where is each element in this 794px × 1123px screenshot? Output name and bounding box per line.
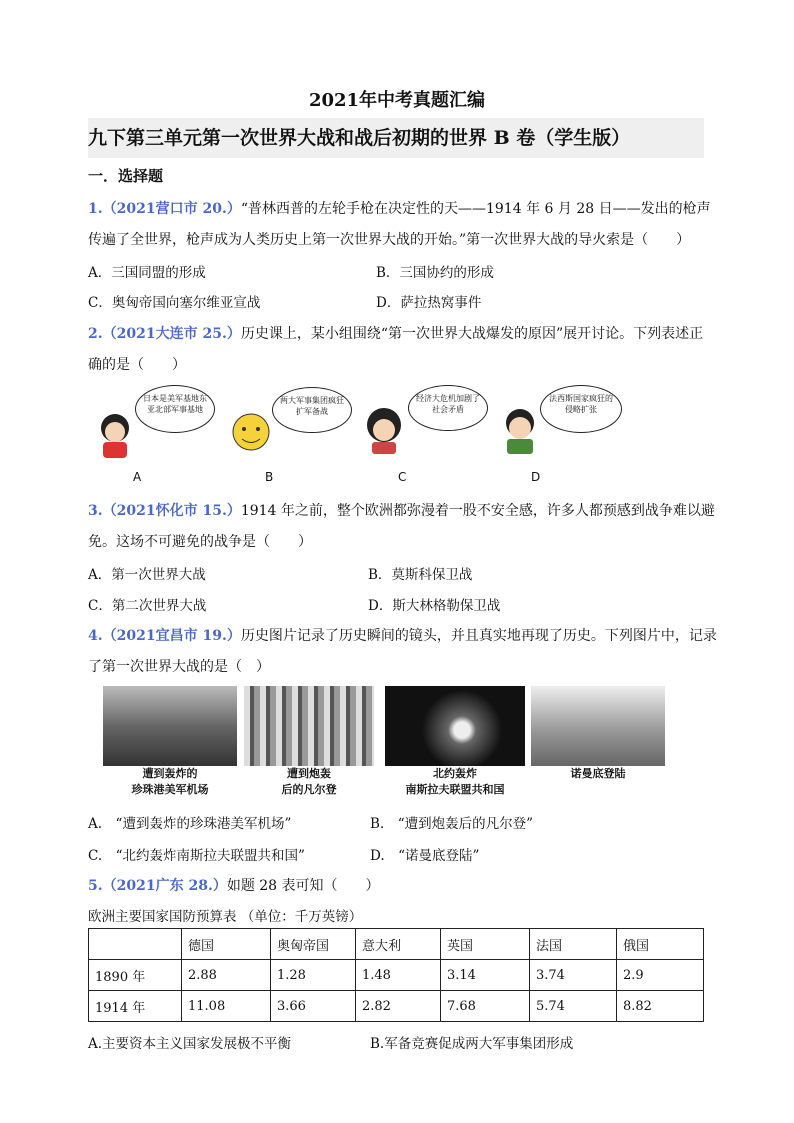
q1-number: 1. [88, 201, 103, 217]
caption-pearl-harbor: 遭到轰炸的 珍珠港美军机场 [131, 767, 209, 796]
table-cell: 7.68 [441, 991, 530, 1022]
q3-line1 [88, 500, 715, 520]
table-cell: 1.48 [356, 960, 441, 991]
q5-text: 如题 28 表可知（ ） [226, 878, 380, 894]
q1-option-b[interactable]: B．三国协约的形成 [376, 265, 494, 281]
table-cell: 3.14 [441, 960, 530, 991]
photo-yugoslavia [385, 686, 525, 766]
q2-label-c: C [398, 470, 407, 484]
table-cell: 1890 年 [89, 960, 182, 991]
q1-source: （2021营口市 20.） [102, 201, 241, 217]
table-header-cell: 英国 [441, 929, 530, 960]
table-cell: 8.82 [617, 991, 704, 1022]
table-header-cell: 奥匈帝国 [271, 929, 356, 960]
student-figure-icon [498, 405, 542, 455]
photo-pearl-harbor [103, 686, 237, 766]
q2-text: 历史课上，某小组围绕“第一次世界大战爆发的原因”展开讨论。下列表述正 [240, 326, 704, 342]
table-header-cell [89, 929, 182, 960]
q4-source: （2021宜昌市 19.） [102, 628, 241, 644]
table-header-cell: 意大利 [356, 929, 441, 960]
photo-verdun [244, 686, 374, 766]
table-header-cell: 德国 [182, 929, 271, 960]
table-cell: 3.74 [530, 960, 617, 991]
q2-label-d: D [531, 470, 541, 484]
bubble-a: 日本是美军基地东亚北部军事基地 [135, 385, 215, 433]
bubble-b: 两大军事集团疯狂扩军备战 [272, 387, 352, 433]
q5-number: 5. [88, 878, 103, 894]
q5-line1 [88, 875, 708, 895]
caption-normandy: 诺曼底登陆 [570, 767, 626, 780]
q2-label-a: A [133, 470, 142, 484]
boy-figure-icon [228, 410, 274, 454]
q2-number: 2. [88, 326, 103, 342]
table-row [89, 991, 704, 1022]
table-cell: 2.88 [182, 960, 271, 991]
child-figure-icon [362, 405, 406, 455]
table-cell: 1.28 [271, 960, 356, 991]
q5-source: （2021广东 28.） [102, 878, 227, 894]
q4-number: 4. [88, 628, 103, 644]
section-heading: 一．选择题 [88, 167, 164, 185]
table-cell: 3.66 [271, 991, 356, 1022]
q2-line2: 确的是（ ） [88, 357, 186, 373]
q4-option-c[interactable]: C. “北约轰炸南斯拉夫联盟共和国” [88, 848, 305, 864]
q3-line2: 免。这场不可避免的战争是（ ） [88, 534, 312, 550]
page-subtitle: 九下第三单元第一次世界大战和战后初期的世界 B 卷（学生版） [88, 118, 704, 158]
budget-table [88, 928, 704, 1022]
table-cell: 2.82 [356, 991, 441, 1022]
girl-figure-icon [95, 410, 135, 460]
bubble-c: 经济大危机加剧了社会矛盾 [408, 385, 488, 431]
caption-yugoslavia: 北约轰炸 南斯拉夫联盟共和国 [405, 767, 505, 796]
q4-option-a[interactable]: A. “遭到轰炸的珍珠港美军机场” [88, 816, 292, 832]
q1-option-d[interactable]: D．萨拉热窝事件 [376, 295, 482, 311]
q2-line1 [88, 323, 708, 343]
q1-option-a[interactable]: A．三国同盟的形成 [88, 265, 206, 281]
q5-table-caption: 欧洲主要国家国防预算表 （单位：千万英镑） [88, 909, 363, 925]
table-cell: 1914 年 [89, 991, 182, 1022]
q2-source: （2021大连市 25.） [102, 326, 241, 342]
q3-option-d[interactable]: D．斯大林格勒保卫战 [368, 598, 501, 614]
q3-option-a[interactable]: A．第一次世界大战 [88, 567, 206, 583]
q1-line2: 传遍了全世界，枪声成为人类历史上第一次世界大战的开始。”第一次世界大战的导火索是（ ） [88, 232, 691, 248]
q1-option-c[interactable]: C．奥匈帝国向塞尔维亚宣战 [88, 295, 261, 311]
q1-line1 [88, 198, 711, 218]
table-header-cell: 俄国 [617, 929, 704, 960]
q3-number: 3. [88, 503, 103, 519]
q3-source: （2021怀化市 15.） [102, 503, 241, 519]
table-row [89, 960, 704, 991]
q3-text: 1914 年之前，整个欧洲都弥漫着一股不安全感，许多人都预感到战争难以避 [240, 503, 715, 519]
q5-option-b[interactable]: B.军备竞赛促成两大军事集团形成 [370, 1036, 574, 1052]
q2-label-b: B [265, 470, 274, 484]
q1-text: “普林西普的左轮手枪在决定性的天——1914 年 6 月 28 日——发出的枪声 [240, 201, 711, 217]
table-cell: 2.9 [617, 960, 704, 991]
q4-text: 历史图片记录了历史瞬间的镜头，并且真实地再现了历史。下列图片中，记录 [240, 628, 717, 644]
caption-verdun: 遭到炮轰 后的凡尔登 [281, 767, 337, 796]
table-cell: 11.08 [182, 991, 271, 1022]
q4-line1 [88, 625, 717, 645]
q5-option-a[interactable]: A.主要资本主义国家发展极不平衡 [88, 1036, 292, 1052]
q4-option-d[interactable]: D. “诺曼底登陆” [370, 848, 480, 864]
bubble-d: 法西斯国家疯狂的侵略扩张 [540, 385, 622, 433]
q3-option-b[interactable]: B．莫斯科保卫战 [368, 567, 473, 583]
page-title: 2021年中考真题汇编 [308, 90, 486, 111]
q4-line2: 了第一次世界大战的是（ ） [88, 659, 270, 675]
q4-option-b[interactable]: B. “遭到炮轰后的凡尔登” [370, 816, 534, 832]
table-cell: 5.74 [530, 991, 617, 1022]
table-header-row [89, 929, 704, 960]
table-header-cell: 法国 [530, 929, 617, 960]
photo-normandy [531, 686, 665, 766]
q3-option-c[interactable]: C．第二次世界大战 [88, 598, 207, 614]
